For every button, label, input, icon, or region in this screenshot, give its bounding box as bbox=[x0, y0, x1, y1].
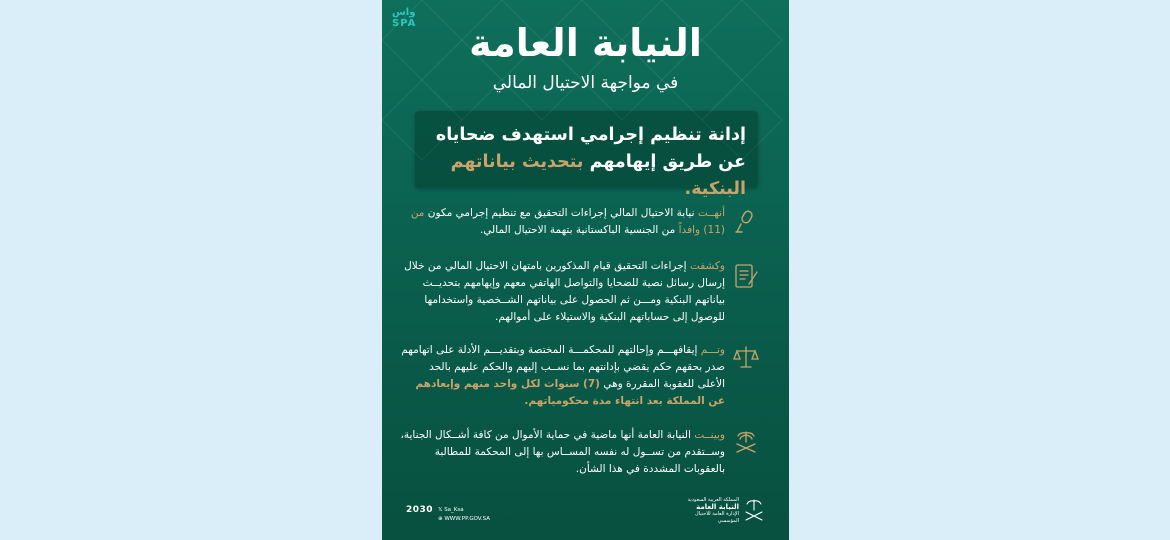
paragraph-1-highlight: من (11) وافداً bbox=[410, 207, 725, 236]
document-pen-icon bbox=[732, 262, 760, 290]
paragraph-1-tail: من الجنسية الباكستانية بتهمة الاحتيال المالي. bbox=[479, 224, 679, 236]
saudi-emblem-icon bbox=[732, 428, 760, 456]
paragraph-2 bbox=[400, 258, 725, 326]
paragraph-1-lead: أنهــت bbox=[697, 207, 725, 219]
org-line1: المملكة العربية السعودية bbox=[687, 497, 739, 503]
paragraph-3-text: إيقافهـــم وإحالتهم للمحكمـــة المختصة وبتقديـــم الأدلة على اتهامهم صدر بحقهم حكم يقضي بإدانتهم بما نســب إليهم والحكم عليهم بالحد الأعلى للعقوبة المقررة وهي bbox=[401, 344, 725, 390]
spa-logo-arabic: واس bbox=[392, 7, 416, 18]
paragraph-4-text: النيابة العامة أنها ماضية في حماية الأموال من كافة أشــكال الجناية، وســتقدم من تســول له نفسه المســاس بها إلى المحكمة للمطالبة بالعقوبات المشددة في هذا الشأن. bbox=[400, 429, 725, 475]
headline-part2: بتحديث بياناتهم البنكية. bbox=[450, 152, 746, 199]
paragraph-3-highlight: (7) سنوات لكل واحد منهم وإبعادهم عن المملكة بعد انتهاء مدة محكومياتهم. bbox=[415, 378, 725, 407]
org-emblem-icon bbox=[743, 497, 765, 523]
org-text bbox=[679, 497, 739, 525]
social-links bbox=[438, 506, 490, 524]
paragraph-2-lead: وكشفت bbox=[689, 260, 725, 272]
spa-logo-text: SPA bbox=[392, 18, 417, 29]
microphone-icon bbox=[732, 208, 760, 236]
website-link[interactable]: ⊕ WWW.PP.GOV.SA bbox=[438, 516, 490, 522]
paragraph-4 bbox=[400, 427, 725, 478]
org-name: النيابة العامة bbox=[696, 503, 739, 511]
headline-box bbox=[415, 111, 758, 199]
paragraph-4-lead: وبينــت bbox=[694, 429, 725, 441]
paragraph-1-text: نيابة الاحتيال المالي إجراءات التحقيق مع تنظيم إجرامي مكون bbox=[424, 207, 698, 219]
scales-icon bbox=[732, 343, 760, 371]
org-logo bbox=[685, 497, 765, 527]
poster bbox=[382, 0, 789, 540]
paragraph-2-text: إجراءات التحقيق قيام المذكورين بامتهان الاحتيال المالي من خلال إرسال رسائل نصية للضحايا والتواصل الهاتفي معهم وإيهامهم بتحديــث بياناتهم البنكية ومـــن ثم الحصول على بياناتهم الشــخصية واستخدامها للوصول إلى حساباتهم البنكية والاستيلاء على أموالهم. bbox=[404, 260, 725, 323]
page-title: النيابة العامة bbox=[469, 21, 702, 65]
headline-part1: إدانة تنظيم إجرامي استهدف ضحاياه عن طريق إيهامهم bbox=[435, 125, 746, 172]
paragraph-1 bbox=[400, 205, 725, 239]
page-subtitle: في مواجهة الاحتيال المالي bbox=[492, 73, 679, 93]
twitter-handle[interactable]: 𝕏 Sa_Ksa bbox=[438, 507, 464, 513]
paragraph-3 bbox=[400, 342, 725, 410]
headline bbox=[426, 122, 746, 203]
vision-2030-logo: 2030 bbox=[406, 505, 434, 515]
paragraph-3-lead: وتـــم bbox=[700, 344, 725, 356]
org-line3: الإدارة العامة للاحتيال المؤسسي bbox=[694, 511, 739, 524]
